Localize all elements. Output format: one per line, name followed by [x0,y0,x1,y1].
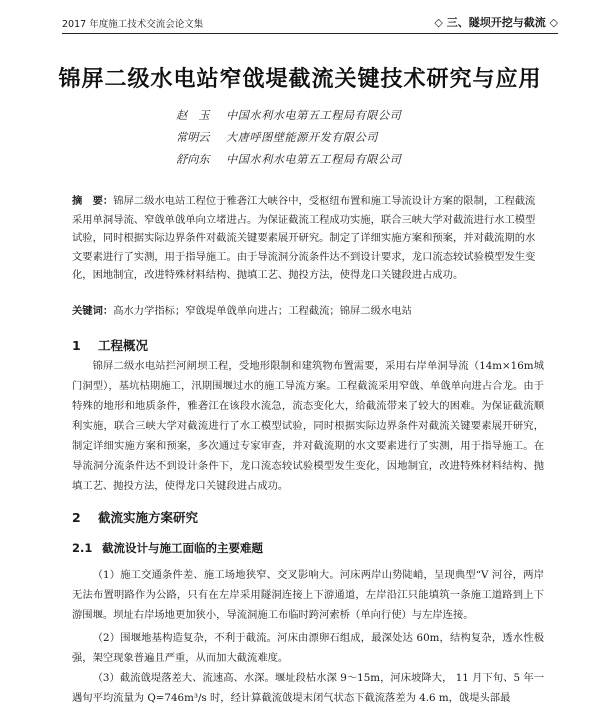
author-name: 常明云 [176,131,210,144]
body-paragraph-item-3: （3）截流戗堤落差大、流速高、水深。堰址段枯水深 9～15m，河床坡降大， 11 月下旬、5 年一遇旬平均流量为 Q=746m³/s 时，经计算截流戗堤末闭气状态下截流落差为 4.6 m，戗堤头部最 [72,672,544,704]
author-row [176,129,401,151]
keywords [72,302,544,317]
section-title: 工程概况 [98,338,149,353]
running-header [62,14,558,32]
subsection-number: 2.1 [72,541,93,555]
abstract-label: 摘 要： [72,195,114,207]
author-name: 赵 玉 [176,109,210,122]
author-row [176,151,401,173]
author-affiliation: 中国水利水电第五工程局有限公司 [226,109,402,122]
author-name: 舒向东 [176,153,210,166]
subsection-title: 截流设计与施工面临的主要难题 [102,541,263,555]
keywords-text: 高水力学指标；窄戗堤单戗单向进占；工程截流；锦屏二级水电站 [113,305,412,317]
section-heading-1 [72,336,148,354]
header-divider [62,33,558,34]
section-number: 1 [72,338,81,353]
abstract-text: 锦屏二级水电站工程位于雅砻江大峡谷中，受枢纽布置和施工导流设计方案的限制，工程截流采用单洞导流、窄戗单戗单向立堵进占。为保证截流工程成功实施，联合三峡大学对截流进行水工模型试验，同时根据实际边界条件对截流关键要素展开研究。制定了详细实施方案和预案，并对截流期的水文要素进行了实测，用于指导施工。由于导流洞分流条件达不到设计要求，龙口流态较试验模型发生变化，困地制宜，改进特殊材料结构、抛填工艺、抛投方法，使得龙口关键段进占成功。 [72,195,536,281]
author-affiliation: 大唐呼图壁能源开发有限公司 [226,131,378,144]
body-paragraph-overview: 锦屏二级水电站拦河闸坝工程，受地形限制和建筑物布置需要，采用右岸单洞导流（14m×16m城门洞型），基坑枯期施工，汛期围堰过水的施工导流方案。工程截流采用窄戗、单戗单向进占合龙。由于特殊的地形和地质条件，雅砻江在该段水流急，流态变化大，给截流带来了较大的困难。为保证截流顺利实施，联合三峡大学对截流进行了水工模型试验，同时根据实际边界条件对截流关键要素展开研究，制定详细实施方案和预案，多次通过专家审查，并对截流期的水文要素进行了实测，用于指导施工。在导流洞分流条件达不到设计条件下，龙口流态较试验模型发生变化，因地制宜，改进特殊材料结构、抛填工艺、抛投方法，使得龙口关键段进占成功。 [72,360,544,492]
author-list [176,107,401,173]
subsection-heading-2-1 [72,540,263,556]
abstract [72,192,544,285]
author-affiliation: 中国水利水电第五工程局有限公司 [226,153,402,166]
body-paragraph-item-2: （2）围堰地基构造复杂，不利于截流。河床由漂卵石组成，最深处达 60m，结构复杂，透水性极强，架空现象普遍且严重，从而加大截流难度。 [72,632,544,664]
section-heading-2 [72,508,198,526]
section-number: 2 [72,510,81,525]
body-paragraph-item-1: （1）施工交通条件差、施工场地狭窄、交叉影响大。河床两岸山势陡峭，呈现典型“V 河谷，两岸无法布置明路作为公路，只有在左岸采用隧洞连接上下游通道，左岸沿江只能填筑一条施工道路到上下游围堰。坝址右岸场地更加狭小，导流洞施工布临时跨河索桥（单向行使）与左岸连接。 [72,569,544,621]
author-row [176,107,401,129]
header-section-title: ◇ 三、隧坝开挖与截流 ◇ [434,16,558,29]
header-proceedings-title: 2017 年度施工技术交流会论文集 [62,19,204,30]
paper-title: 锦屏二级水电站窄戗堤截流关键技术研究与应用 [58,67,542,92]
section-title: 截流实施方案研究 [98,510,199,525]
keywords-label: 关键词： [72,305,114,317]
